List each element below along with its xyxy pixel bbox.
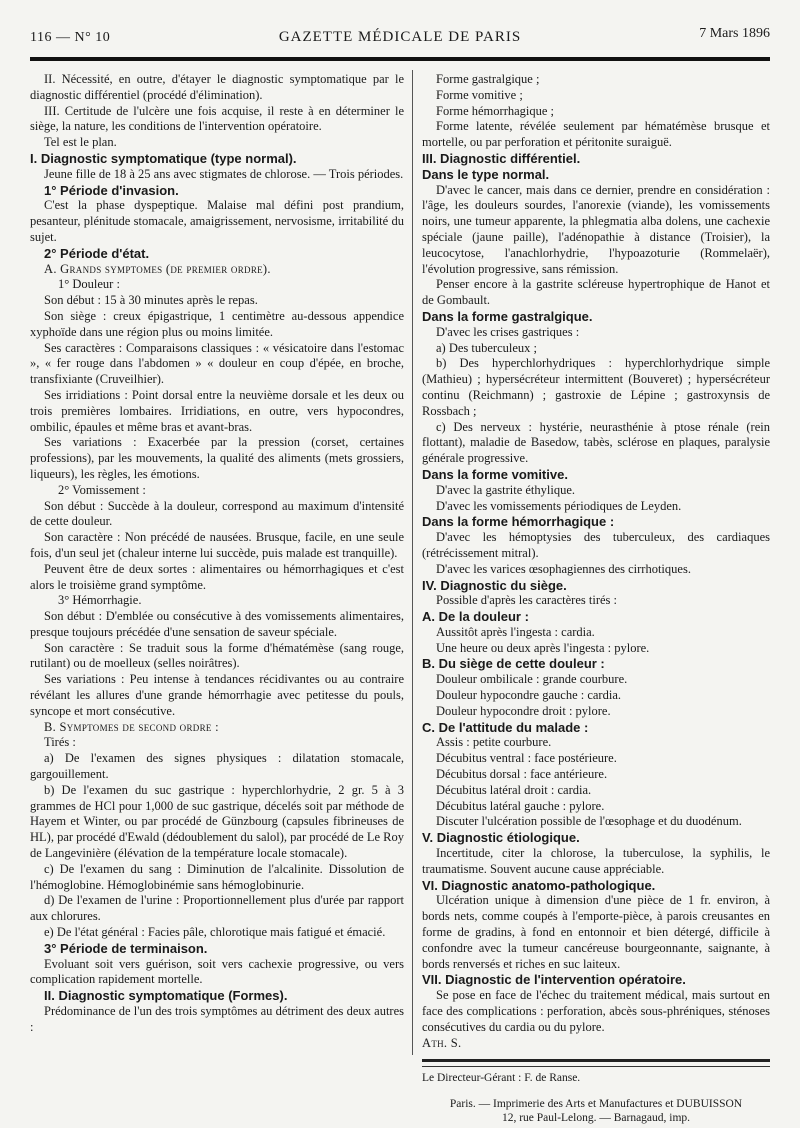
left-column — [30, 72, 404, 1036]
paragraph: Ses variations : Exacerbée par la pression (corset, certaines professions), par les mouvements, la qualité des aliments (mets grossiers, liqueurs), les règles, les émotions. — [30, 435, 404, 481]
list-item: Forme vomitive ; — [436, 87, 523, 102]
list-item: Décubitus dorsal : face antérieure. — [436, 767, 608, 782]
subsection-heading: Dans la forme gastralgique. — [422, 308, 593, 324]
group-heading: B. Symptomes de second ordre : — [44, 719, 219, 734]
subsection-heading: Dans le type normal. — [422, 166, 550, 182]
subsection-heading: Dans la forme hémorrhagique : — [422, 514, 615, 530]
list-item: a) Des tuberculeux ; — [436, 340, 538, 355]
header-rule — [30, 57, 770, 61]
list-item: Douleur hypocondre droit : pylore. — [436, 703, 611, 718]
paragraph: Son début : D'emblée ou consécutive à des vomissements alimentaires, presque toujours précédée d'une sensation de saveur spéciale. — [30, 609, 404, 639]
paragraph: a) De l'examen des signes physiques : dilatation stomacale, gargouillement. — [30, 751, 404, 782]
list-item: Décubitus latéral gauche : pylore. — [436, 798, 605, 813]
section-heading: I. Diagnostic symptomatique (type normal). — [30, 150, 297, 166]
item-heading: 2° Vomissement : — [58, 482, 146, 497]
list-item: Douleur hypocondre gauche : cardia. — [436, 688, 621, 703]
item-heading: 1° Douleur : — [58, 277, 120, 292]
paragraph: Ses variations : Peu intense à tendances récidivantes ou au contraire révélant les allures d'une grande hémorrhagie avec petitesse du pouls, syncope et mort consécutive. — [30, 672, 404, 718]
section-heading: VI. Diagnostic anatomo-pathologique. — [422, 877, 656, 893]
footer-rule — [422, 1059, 770, 1062]
group-heading: A. Grands symptomes (de premier ordre). — [44, 261, 271, 276]
paragraph: II. Nécessité, en outre, d'étayer le diagnostic symptomatique par le diagnostic différentiel (procédé d'élimination). — [30, 72, 404, 102]
list-item: Une heure ou deux après l'ingesta : pylore. — [436, 640, 650, 655]
printer-line: Paris. — Imprimerie des Arts et Manufactures et DUBUISSON — [449, 1098, 743, 1111]
paragraph: Prédominance de l'un des trois symptômes au détriment des deux autres : — [30, 1004, 404, 1034]
section-heading: IV. Diagnostic du siège. — [422, 577, 567, 593]
list-item: Décubitus ventral : face postérieure. — [436, 751, 617, 766]
paragraph: Possible d'après les caractères tirés : — [436, 593, 618, 608]
paragraph: Incertitude, citer la chlorose, la tuberculose, la syphilis, le traumatisme. Souvent aucune cause appréciable. — [422, 846, 770, 876]
subsection-heading: 2° Période d'état. — [44, 245, 150, 261]
subsection-heading: C. De l'attitude du malade : — [422, 719, 589, 735]
list-item: Forme gastralgique ; — [436, 72, 540, 86]
paragraph: Ses irridiations : Point dorsal entre la neuvième dorsale et les deux ou trois premières lombaires. Irridiations, en outre, vers hypocondres, ombilic, épaules et même bras et avant-bras. — [30, 387, 404, 434]
journal-title: GAZETTE MÉDICALE DE PARIS — [278, 29, 522, 45]
paragraph: D'avec les hémoptysies des tuberculeux, des cardiaques (rétrécissement mitral). — [422, 530, 770, 560]
subsection-heading: 1° Période d'invasion. — [44, 182, 179, 198]
paragraph: Tel est le plan. — [44, 135, 117, 150]
subsection-heading: 3° Période de terminaison. — [44, 940, 208, 956]
list-item: Forme hémorrhagique ; — [436, 103, 555, 118]
paragraph: Penser encore à la gastrite scléreuse hypertrophique de Hanot et de Gombault. — [422, 277, 770, 308]
paragraph: III. Certitude de l'ulcère une fois acquise, il reste à en déterminer le siège, la nature, les conditions de l'intervention opératoire. — [30, 103, 404, 134]
paragraph: Son siège : creux épigastrique, 1 centimètre au-dessous appendice xyphoïde dans une région plus ou moins limitée. — [30, 308, 404, 339]
subsection-heading: B. Du siège de cette douleur : — [422, 656, 605, 672]
paragraph: Son caractère : Se traduit sous la forme d'hématémèse (sang rouge, rutilant) ou de moelleux (selles noirâtres). — [30, 640, 404, 671]
paragraph: c) De l'examen du sang : Diminution de l'alcalinite. Dissolution de l'hémoglobine. Hémoglobinémie sans hémoglobinurie. — [30, 861, 404, 892]
paragraph: b) De l'examen du suc gastrique : hyperchlorhydrie, 2 gr. 5 à 3 grammes de HCl pour 1,000 de suc gastrique, décelés soit par méthode de Hayem et Winter, ou par procédé de Günzbourg (capsules fibrineuses de HL), par procédé d'Ewald (dédoublement du salol), par procédé de Le Roy de Langevinière (élévation de la température locale stomacale). — [30, 782, 404, 861]
paragraph: Se pose en face de l'échec du traitement médical, mais surtout en face des complications : perforation, abcès sous-phréniques, sténoses consécutives du cardia ou du pylore. — [422, 988, 770, 1034]
item-heading: 3° Hémorrhagie. — [58, 593, 142, 608]
paragraph: Ses caractères : Comparaisons classiques : « vésicatoire dans l'estomac », « fer rouge dans l'abdomen » « douleur en coup d'épée, en broche, transfixiante (Cruveilhier). — [30, 340, 404, 387]
paragraph: Forme latente, révélée seulement par hématémèse brusque et mortelle, ou par perforation et péritonite suraiguë. — [422, 119, 770, 150]
paragraph: D'avec les varices œsophagiennes des cirrhotiques. — [436, 561, 691, 576]
paragraph: D'avec le cancer, mais dans ce dernier, prendre en considération : l'âge, les douleurs sourdes, l'anorexie (viande), les vomissements noirs, une tumeur apparente, la phlegmatia alba dolens, une cachexie spéciale (jaune paille), l'adénopathie à distance (Troisier), la leucocytose, l'anachlorhydrie, l'hypoazoturie (Rommelaër), l'évolution progressive, sans rémission. — [422, 182, 770, 276]
paragraph: Evoluant soit vers guérison, soit vers cachexie progressive, ou vers complication rapidement mortelle. — [30, 956, 404, 987]
section-heading: II. Diagnostic symptomatique (Formes). — [44, 988, 288, 1004]
list-item: Douleur ombilicale : grande courbure. — [436, 672, 628, 687]
paragraph: D'avec les vomissements périodiques de Leyden. — [436, 498, 682, 513]
paragraph: e) De l'état général : Facies pâle, chlorotique mais fatigué et émacié. — [44, 925, 386, 940]
paragraph: Peuvent être de deux sortes : alimentaires ou hémorrhagiques et c'est alors le troisième grand symptôme. — [30, 561, 404, 592]
paragraph: D'avec la gastrite éthylique. — [436, 482, 576, 497]
printer-address: 12, rue Paul-Lelong. — Barnagaud, imp. — [501, 1112, 691, 1125]
paragraph: c) Des nerveux : hystérie, neurasthénie à ptose rénale (rein flottant), maladie de Basedow, tabès, sclérose en plaques, paralysie générale progressive. — [422, 419, 770, 466]
paragraph: Discuter l'ulcération possible de l'œsophage et du duodénum. — [436, 814, 742, 829]
running-header — [30, 26, 770, 50]
paragraph: Son début : Succède à la douleur, correspond au maximum d'intensité de cette douleur. — [30, 498, 404, 529]
right-column — [422, 72, 770, 1125]
paragraph: b) Des hyperchlorhydriques : hyperchlorhydrique simple (Mathieu) ; hypersécréteur intermittent (Bouveret) ; hypersécréteur continu (Reichmann) ; gastroxie de Lépine ; gastroxynsis de Rossbach ; — [422, 356, 770, 418]
paragraph: d) De l'examen de l'urine : Proportionnellement plus d'urée par rapport aux chlorures. — [30, 893, 404, 924]
paragraph: Tirés : — [44, 735, 76, 750]
section-heading: VII. Diagnostic de l'intervention opératoire. — [422, 972, 686, 988]
director-line: Le Directeur-Gérant : F. de Ranse. — [422, 1072, 581, 1085]
list-item: Décubitus latéral droit : cardia. — [436, 782, 592, 797]
subsection-heading: Dans la forme vomitive. — [422, 466, 568, 482]
list-item: Assis : petite courbure. — [436, 735, 552, 750]
paragraph: D'avec les crises gastriques : — [436, 324, 580, 339]
paragraph: Son caractère : Non précédé de nausées. Brusque, facile, en une seule fois, d'un seul jet (chaleur interne lui succède, puis malade est tranquille). — [30, 530, 404, 560]
issue-date: 7 Mars 1896 — [699, 26, 770, 41]
paragraph: C'est la phase dyspeptique. Malaise mal défini post prandium, pesanteur, plénitude stomacale, amaigrissement, nervosisme, irritabilité du sujet. — [30, 198, 404, 244]
imprint — [422, 1097, 770, 1125]
column-divider — [412, 70, 413, 1055]
subsection-heading: A. De la douleur : — [422, 609, 529, 625]
section-heading: III. Diagnostic différentiel. — [422, 150, 581, 166]
author-signature: Ath. S. — [422, 1035, 462, 1050]
page-number: 116 — N° 10 — [30, 30, 111, 45]
footer-rule-thin — [422, 1066, 770, 1067]
paragraph: Ulcération unique à dimension d'une pièce de 1 fr. environ, à bords nets, comme coupés à l'emporte-pièce, à parois creusantes en forme de gradins, à fond en entonnoir et bien détergé, difficile à confondre avec la tumeur cancéreuse bourgeonnante, saignante, à bords renversés et riches en suc laiteux. — [422, 893, 770, 971]
paragraph: Son début : 15 à 30 minutes après le repas. — [44, 293, 258, 308]
list-item: Aussitôt après l'ingesta : cardia. — [436, 624, 595, 639]
paragraph: Jeune fille de 18 à 25 ans avec stigmates de chlorose. — Trois périodes. — [44, 166, 404, 181]
section-heading: V. Diagnostic étiologique. — [422, 830, 580, 846]
